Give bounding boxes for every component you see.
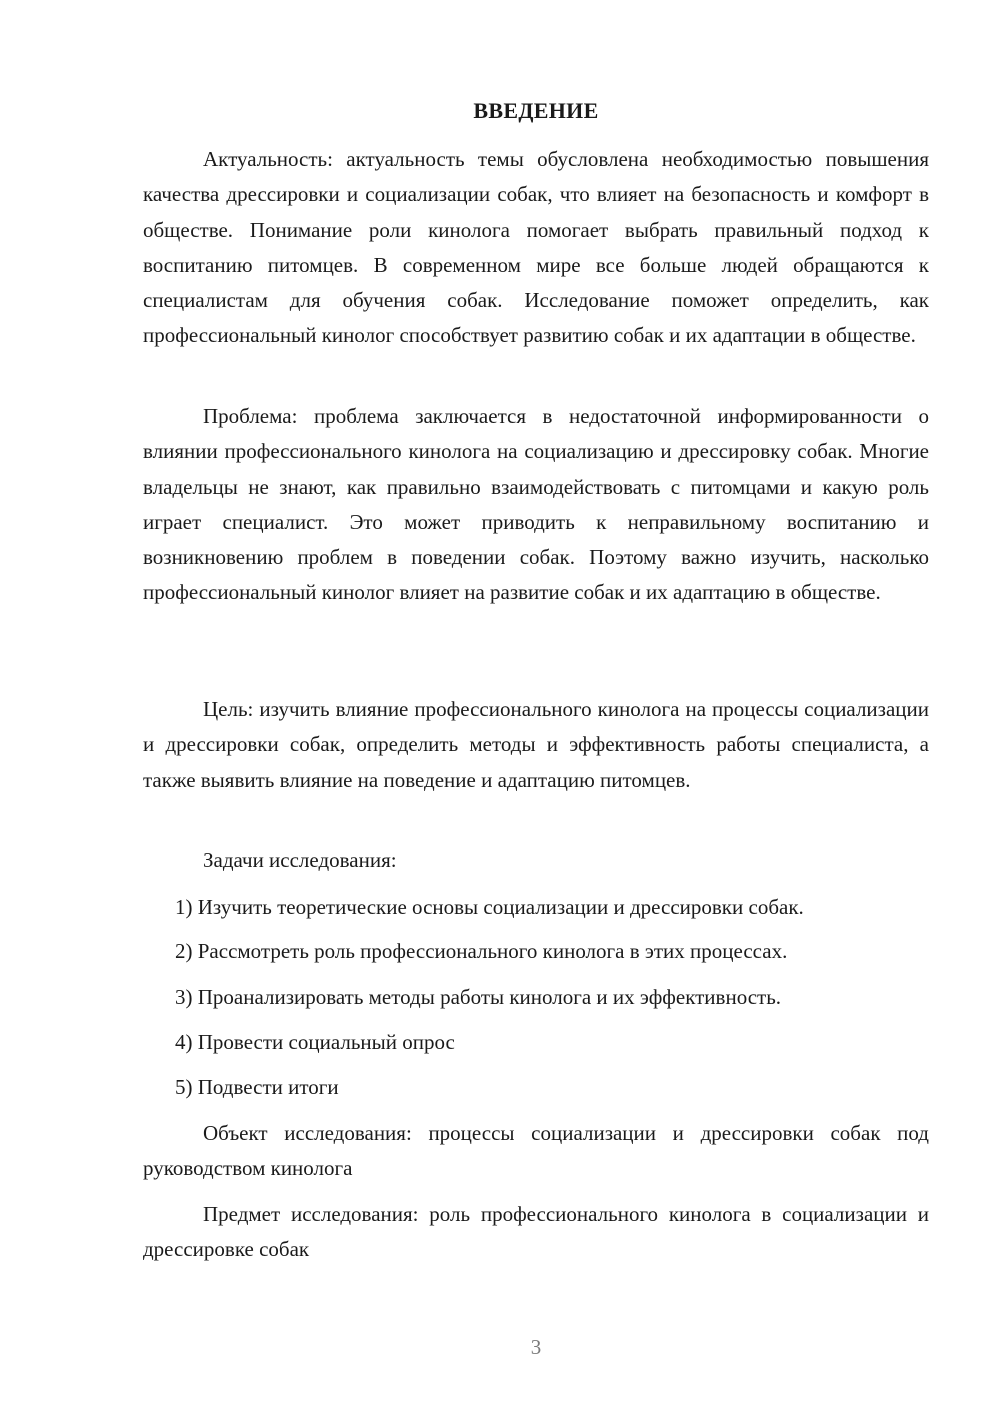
list-item: 1) Изучить теоретические основы социализации и дрессировки собак. [175, 895, 804, 919]
subject-paragraph: Предмет исследования: роль профессионального кинолога в социализации и дрессировке собак [143, 1202, 929, 1262]
list-item: 3) Проанализировать методы работы кинолога и их эффективность. [175, 985, 782, 1009]
problem-paragraph: Проблема: проблема заключается в недостаточной информированности о влиянии профессионального кинолога на социализацию и дрессировку собак. Многие владельцы не знают, как правильно взаимодействовать с питомцами и какую роль играет специалист. Это может приводить к неправильному воспитанию и возникновению проблем в поведении собак. Поэтому важно изучить, насколько профессиональный кинолог влияет на развитие собак и их адаптацию в обществе. [143, 404, 929, 605]
tasks-heading: Задачи исследования: [203, 848, 397, 872]
page-number: 3 [530, 1335, 542, 1359]
list-item: 2) Рассмотреть роль профессионального кинолога в этих процессах. [175, 939, 788, 963]
list-item: 4) Провести социальный опрос [175, 1030, 455, 1054]
goal-paragraph: Цель: изучить влияние профессионального кинолога на процессы социализации и дрессировки собак, определить методы и эффективность работы специалиста, а также выявить влияние на поведение и адаптацию питомцев. [143, 697, 929, 792]
object-paragraph: Объект исследования: процессы социализации и дрессировки собак под руководством кинолога [143, 1121, 929, 1181]
relevance-paragraph: Актуальность: актуальность темы обусловлена необходимостью повышения качества дрессировки и социализации собак, что влияет на безопасность и комфорт в обществе. Понимание роли кинолога помогает выбрать правильный подход к воспитанию питомцев. В современном мире все больше людей обращаются к специалистам для обучения собак. Исследование поможет определить, как профессиональный кинолог способствует развитию собак и их адаптации в обществе. [143, 147, 929, 348]
list-item: 5) Подвести итоги [175, 1075, 339, 1099]
page-title: ВВЕДЕНИЕ [473, 98, 599, 123]
